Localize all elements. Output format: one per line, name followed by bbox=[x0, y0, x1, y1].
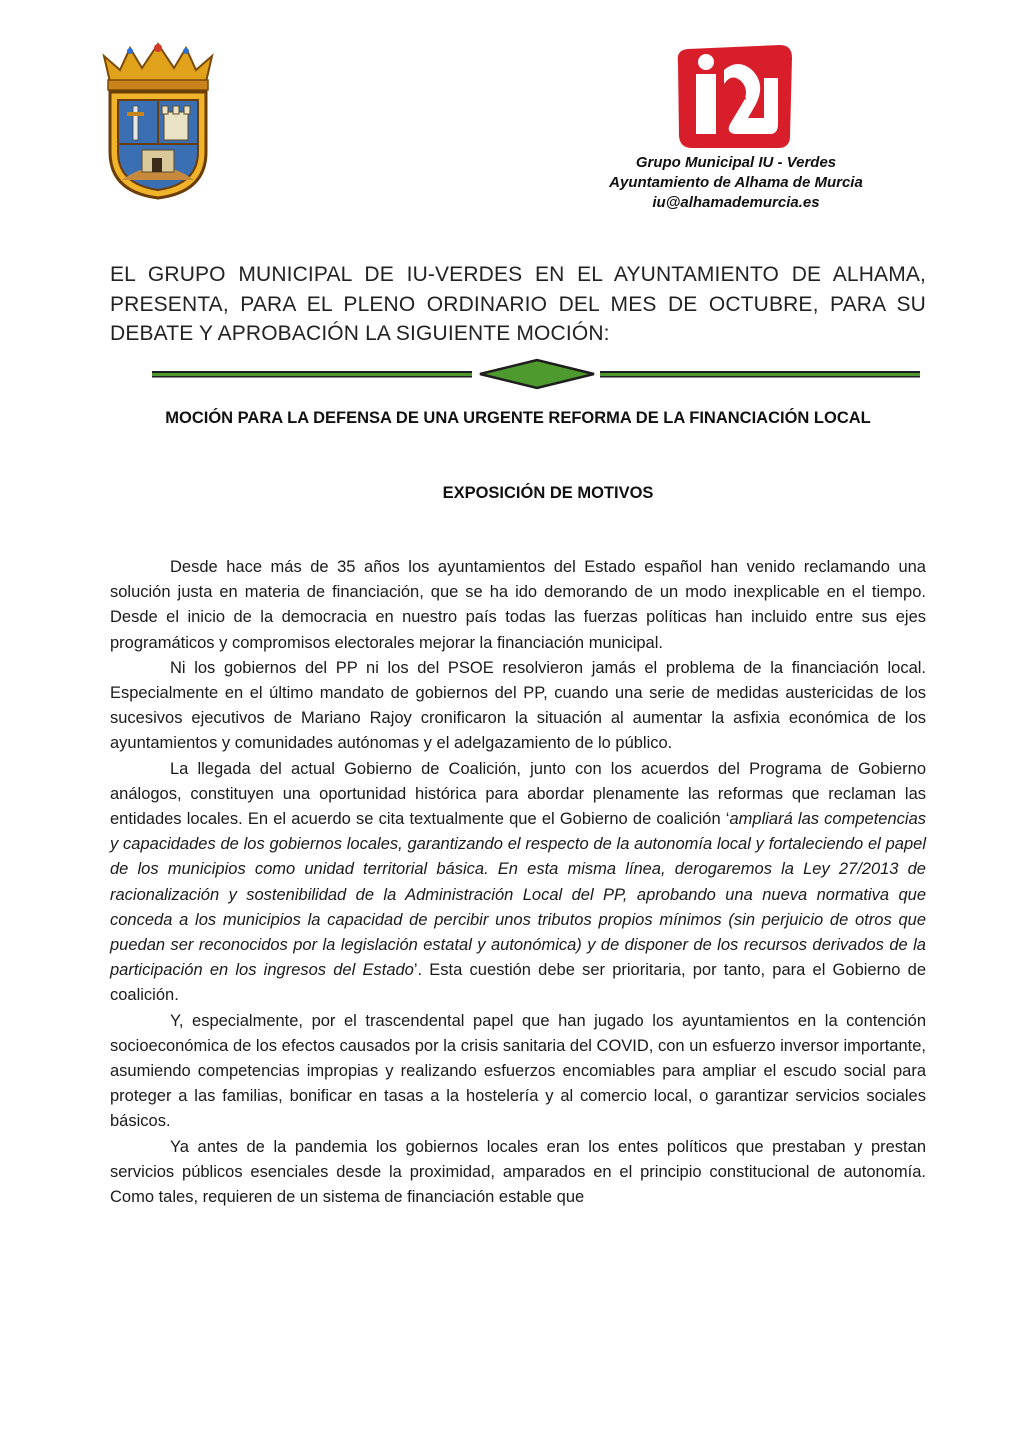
body-paragraph: Ya antes de la pandemia los gobiernos locales eran los entes políticos que prestaban y prestan servicios públicos esenciales desde la proximidad, amparados en el principio constitucional de autonomía. Como tales, requieren de un sistema de financiación estable que bbox=[110, 1137, 926, 1207]
paragraph-text: La llegada del actual Gobierno de Coalición, junto con los acuerdos del Programa de Gobierno análogos, constituyen una oportunidad histórica para abordar plenamente las reformas que reclaman las entidades locales. En el acuerdo se cita textualmente que el Gobierno de coalición ‘ bbox=[110, 759, 926, 829]
body-paragraph: Ni los gobiernos del PP ni los del PSOE resolvieron jamás el problema de la financiación local. Especialmente en el último mandato de gobiernos del PP, cuando una serie de medidas austericidas de los sucesivos ejecutivos de Mariano Rajoy cronificaron la situación al aumentar la asfixia económica de los ayuntamientos y comunidades autónomas y el adelgazamiento de lo público. bbox=[110, 658, 926, 753]
quoted-agreement-text: ampliará las competencias y capacidades de los gobiernos locales, garantizando el respecto de la autonomía local y fortaleciendo el papel de los municipios como unidad territorial básica. En esta misma línea, derogaremos la Ley 27/2013 de racionalización y sostenibilidad de la Administración Local del PP, aprobando una nueva normativa que conceda a los municipios la capacidad de percibir unos tributos propios mínimos (sin perjuicio de otros que puedan ser reconocidos por la legislación estatal y autonómica) y de disponer de los recursos derivados de la participación en los ingresos del Estado bbox=[110, 810, 926, 980]
intro-statement: EL GRUPO MUNICIPAL DE IU-VERDES EN EL AYUNTAMIENTO DE ALHAMA, PRESENTA, PARA EL PLENO ORDINARIO DEL MES DE OCTUBRE, PARA SU DEBATE Y APROBACIÓN LA SIGUIENTE MOCIÓN: bbox=[110, 263, 926, 345]
section-heading: EXPOSICIÓN DE MOTIVOS bbox=[442, 484, 654, 502]
group-contact-block bbox=[560, 153, 912, 213]
body-paragraph-with-quote bbox=[110, 757, 926, 1009]
paragraph-text: ’. Esta cuestión debe ser prioritaria, por tanto, para el Gobierno de coalición. bbox=[110, 961, 926, 1005]
contact-email: iu@alhamademurcia.es bbox=[652, 194, 820, 211]
iu-red-logo-icon bbox=[672, 44, 796, 150]
municipal-coat-of-arms-icon bbox=[96, 42, 220, 200]
motion-title: MOCIÓN PARA LA DEFENSA DE UNA URGENTE REFORMA DE LA FINANCIACIÓN LOCAL bbox=[165, 409, 871, 427]
section-divider bbox=[150, 356, 924, 392]
document-body bbox=[110, 555, 926, 1210]
body-paragraph: Y, especialmente, por el trascendental papel que han jugado los ayuntamientos en la contención socioeconómica de los efectos causados por la crisis sanitaria del COVID, con un esfuerzo inversor importante, asumiendo competencias impropias y realizando esfuerzos encomiables para ampliar el escudo social para proteger a las familias, bonificar en tasas a la hostelería y al comercio local, o garantizar servicios sociales básicos. bbox=[110, 1011, 926, 1131]
org-line-group: Grupo Municipal IU - Verdes bbox=[635, 154, 837, 171]
body-paragraph: Desde hace más de 35 años los ayuntamientos del Estado español han venido reclamando una solución justa en materia de financiación, que se ha ido demorando de un modo inexplicable en el tiempo. Desde el inicio de la democracia en nuestro país todas las fuerzas políticas han incluido entre sus ejes programáticos y compromisos electorales mejorar la financiación municipal. bbox=[110, 558, 926, 652]
org-line-council: Ayuntamiento de Alhama de Murcia bbox=[609, 174, 863, 191]
